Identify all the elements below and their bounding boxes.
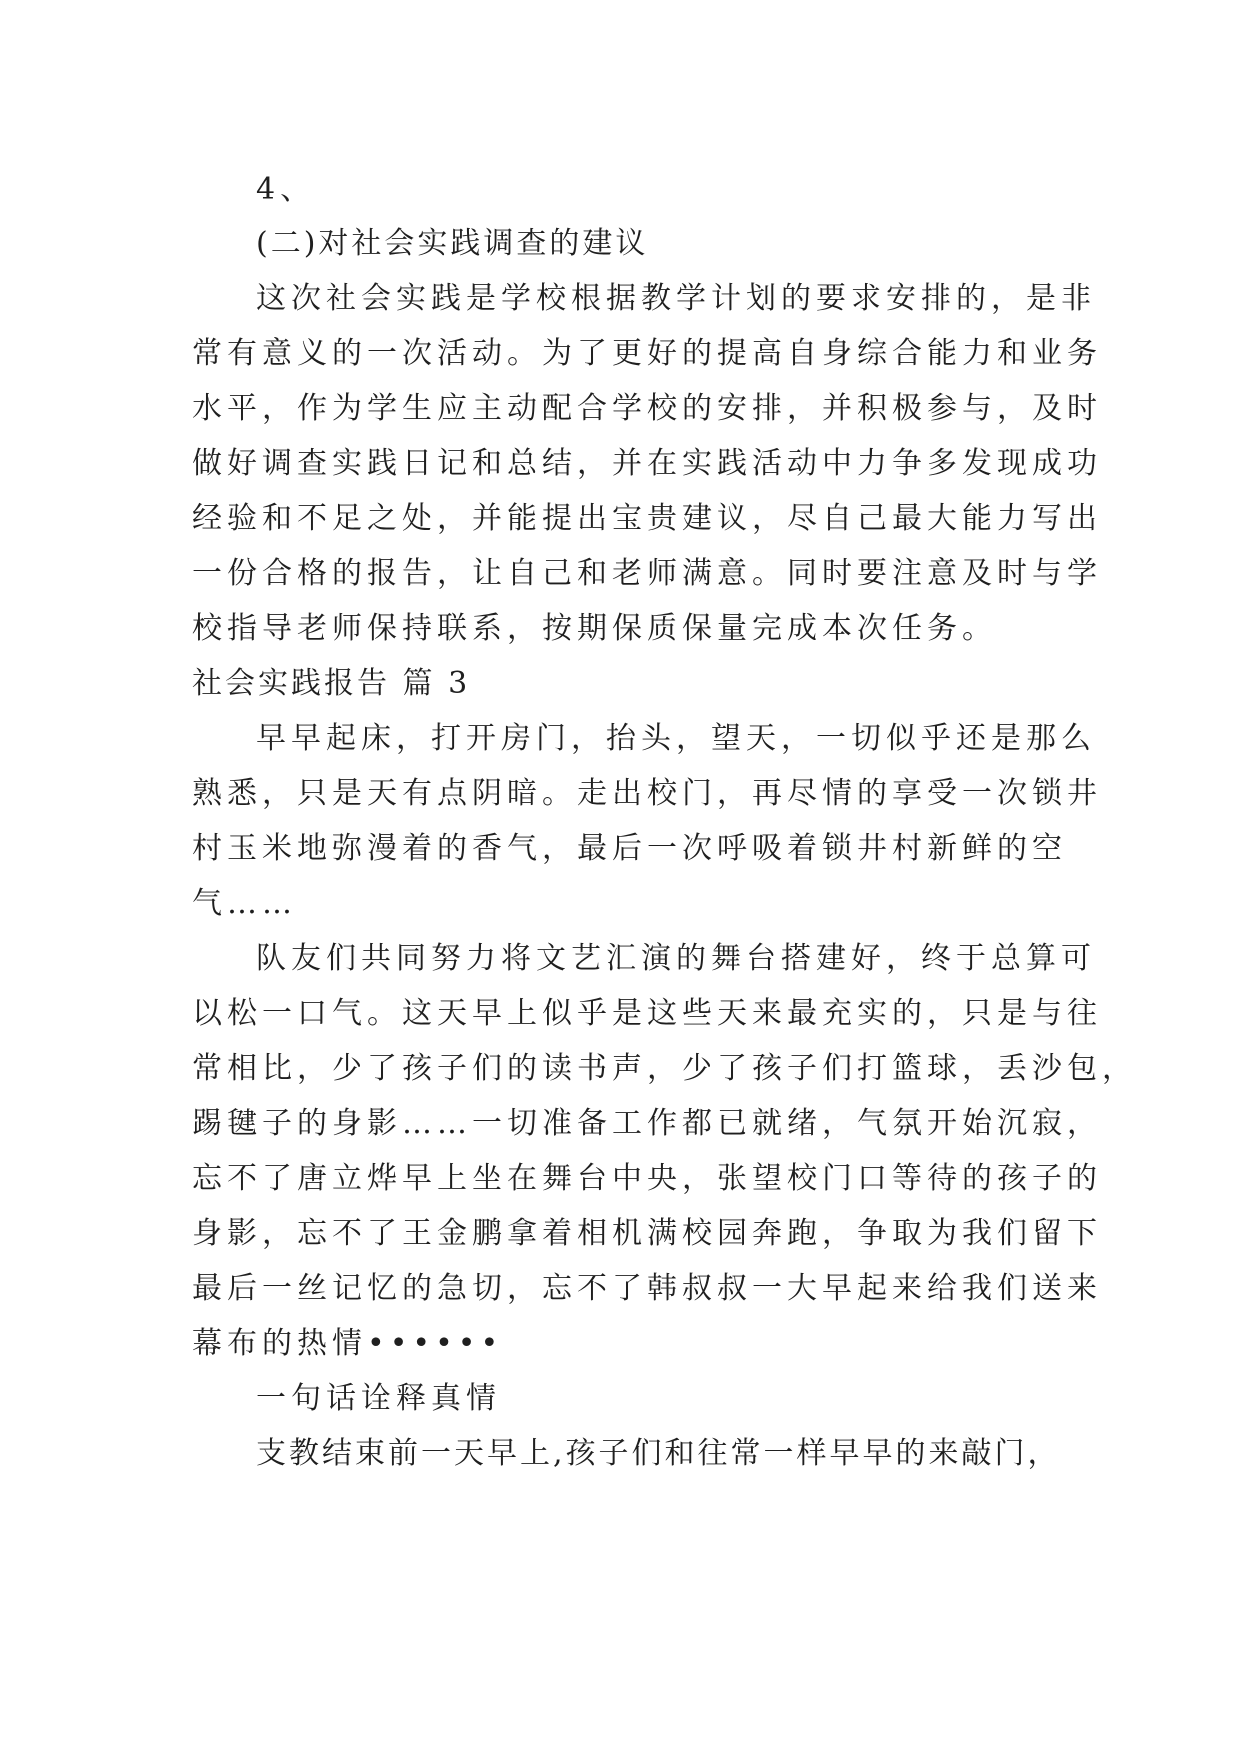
paragraph-line: 这次社会实践是学校根据教学计划的要求安排的，是非: [256, 281, 1096, 316]
paragraph-line: 以松一口气。这天早上似乎是这些天来最充实的，只是与往: [192, 996, 1102, 1031]
report-title: 社会实践报告 篇 3: [192, 666, 471, 701]
paragraph-line: 踢毽子的身影……一切准备工作都已就绪，气氛开始沉寂，: [192, 1106, 1102, 1141]
paragraph-line: 最后一丝记忆的急切，忘不了韩叔叔一大早起来给我们送来: [192, 1271, 1102, 1306]
paragraph-line: 校指导老师保持联系，按期保质保量完成本次任务。: [192, 611, 997, 646]
paragraph-line: 气……: [192, 886, 297, 921]
paragraph-line: 常有意义的一次活动。为了更好的提高自身综合能力和业务: [192, 336, 1102, 371]
paragraph-line: 熟悉，只是天有点阴暗。走出校门，再尽情的享受一次锁井: [192, 776, 1102, 811]
paragraph-line: 水平，作为学生应主动配合学校的安排，并积极参与，及时: [192, 391, 1102, 426]
paragraph-line: 常相比，少了孩子们的读书声，少了孩子们打篮球，丢沙包，: [192, 1051, 1137, 1086]
section-heading: (二)对社会实践调查的建议: [256, 226, 649, 261]
subheading: 一句话诠释真情: [256, 1381, 501, 1416]
paragraph-line: 早早起床，打开房门，抬头，望天，一切似乎还是那么: [256, 721, 1096, 756]
paragraph-line: 支教结束前一天早上,孩子们和往常一样早早的来敲门，: [256, 1436, 1061, 1471]
paragraph-line: 一份合格的报告，让自己和老师满意。同时要注意及时与学: [192, 556, 1102, 591]
paragraph-line: 做好调查实践日记和总结，并在实践活动中力争多发现成功: [192, 446, 1102, 481]
paragraph-line: 经验和不足之处，并能提出宝贵建议，尽自己最大能力写出: [192, 501, 1102, 536]
paragraph-line: 幕布的热情••••••: [192, 1326, 504, 1361]
paragraph-line: 忘不了唐立烨早上坐在舞台中央，张望校门口等待的孩子的: [192, 1161, 1102, 1196]
paragraph-line: 村玉米地弥漫着的香气，最后一次呼吸着锁井村新鲜的空: [192, 831, 1067, 866]
paragraph-line: 身影，忘不了王金鹏拿着相机满校园奔跑，争取为我们留下: [192, 1216, 1102, 1251]
paragraph-line: 队友们共同努力将文艺汇演的舞台搭建好，终于总算可: [256, 941, 1096, 976]
item-number: 4、: [256, 172, 316, 207]
